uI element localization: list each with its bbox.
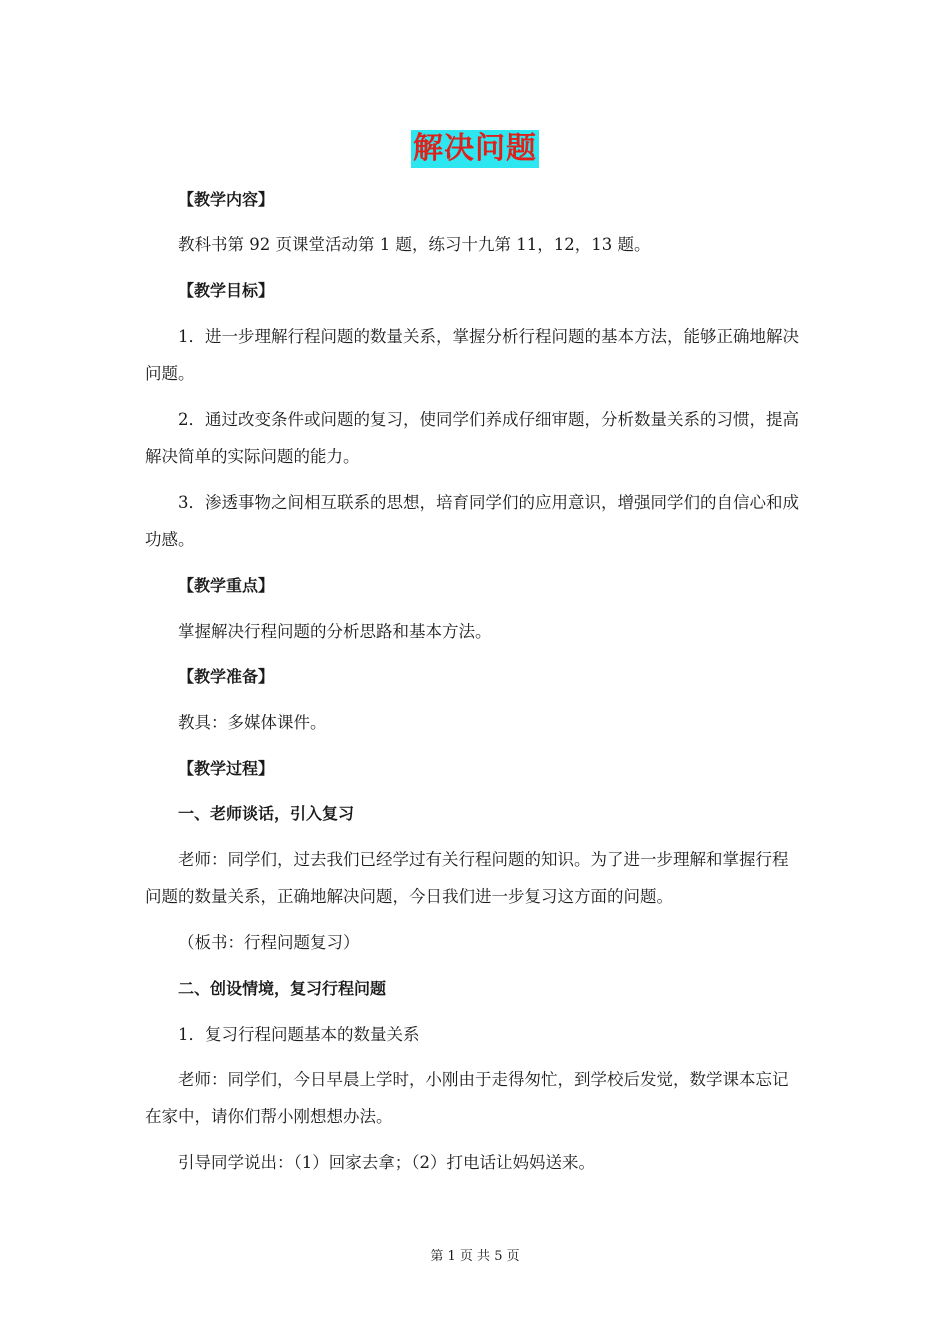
section-heading-goals: 【教学目标】 [178, 281, 275, 300]
preparation-text: 教具：多媒体课件。 [178, 713, 327, 732]
goal-2-line-1: 2．通过改变条件或问题的复习，使同学们养成仔细审题，分析数量关系的习惯，提高 [178, 410, 799, 429]
section-heading-preparation: 【教学准备】 [178, 667, 275, 686]
goal-1-line-1: 1．进一步理解行程问题的数量关系，掌握分析行程问题的基本方法，能够正确地解决 [178, 327, 799, 346]
step-1-heading: 一、老师谈话，引入复习 [178, 804, 355, 823]
student-answers: 引导同学说出：（1）回家去拿；（2）打电话让妈妈送来。 [178, 1153, 595, 1172]
teacher-intro-line-2: 问题的数量关系，正确地解决问题，今日我们进一步复习这方面的问题。 [145, 887, 673, 906]
content-text: 教科书第 92 页课堂活动第 1 题，练习十九第 11，12，13 题。 [178, 235, 651, 254]
goal-3-line-1: 3．渗透事物之间相互联系的思想，培育同学们的应用意识，增强同学们的自信心和成 [178, 493, 799, 512]
step-2-heading: 二、创设情境，复习行程问题 [178, 979, 387, 998]
document-title: 解决问题 [413, 131, 537, 166]
page-footer: 第 1 页 共 5 页 [430, 1249, 520, 1264]
goal-3-line-2: 功感。 [145, 530, 195, 549]
section-heading-focus: 【教学重点】 [178, 576, 275, 595]
goal-2-line-2: 解决简单的实际问题的能力。 [145, 447, 360, 466]
board-note: （板书：行程问题复习） [178, 933, 360, 952]
goal-1-line-2: 问题。 [145, 364, 195, 383]
section-heading-process: 【教学过程】 [178, 759, 275, 778]
teacher-story-line-2: 在家中，请你们帮小刚想想办法。 [145, 1107, 393, 1126]
teacher-story-line-1: 老师：同学们，今日早晨上学时，小刚由于走得匆忙，到学校后发觉，数学课本忘记 [178, 1070, 789, 1089]
focus-text: 掌握解决行程问题的分析思路和基本方法。 [178, 622, 492, 641]
section-heading-content: 【教学内容】 [178, 190, 275, 209]
teacher-intro-line-1: 老师：同学们，过去我们已经学过有关行程问题的知识。为了进一步理解和掌握行程 [178, 850, 789, 869]
review-subheading: 1．复习行程问题基本的数量关系 [178, 1025, 420, 1044]
